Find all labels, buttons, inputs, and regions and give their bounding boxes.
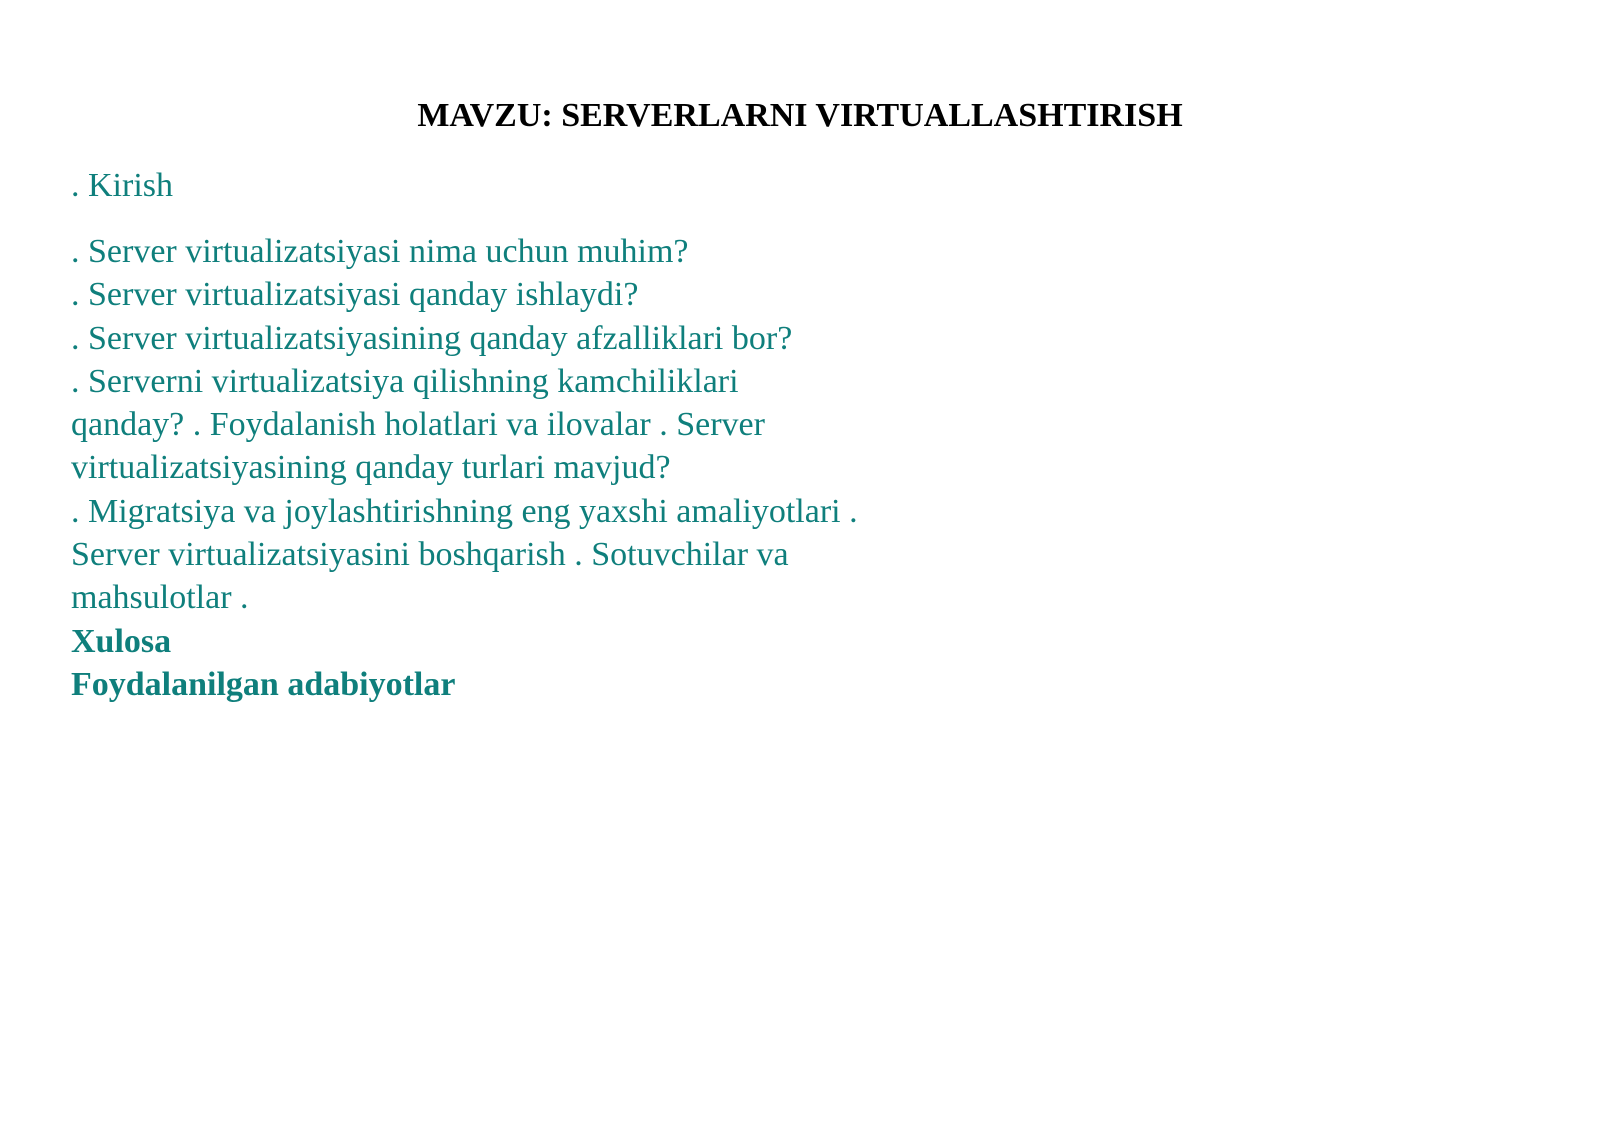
outline-line: . Server virtualizatsiyasining qanday afzalliklari bor? xyxy=(71,319,793,357)
outline-line: . Migratsiya va joylashtirishning eng yaxshi amaliyotlari . xyxy=(71,492,858,530)
conclusion-heading: Xulosa xyxy=(71,622,172,660)
outline-line: . Server virtualizatsiyasi qanday ishlaydi? xyxy=(71,276,639,314)
outline-line: Server virtualizatsiyasini boshqarish . Sotuvchilar va xyxy=(71,536,789,574)
outline-line: mahsulotlar . xyxy=(71,579,249,617)
references-heading: Foydalanilgan adabiyotlar xyxy=(71,665,456,703)
outline-line: qanday? . Foydalanish holatlari va ilovalar . Server xyxy=(71,406,765,444)
page-title: MAVZU: SERVERLARNI VIRTUALLASHTIRISH xyxy=(417,97,1183,134)
outline-line: virtualizatsiyasining qanday turlari mavjud? xyxy=(71,449,671,487)
outline-line: . Serverni virtualizatsiya qilishning kamchiliklari xyxy=(71,362,739,400)
intro-item: . Kirish xyxy=(71,167,173,204)
outline-list xyxy=(71,230,971,706)
outline-line: . Server virtualizatsiyasi nima uchun muhim? xyxy=(71,233,689,270)
